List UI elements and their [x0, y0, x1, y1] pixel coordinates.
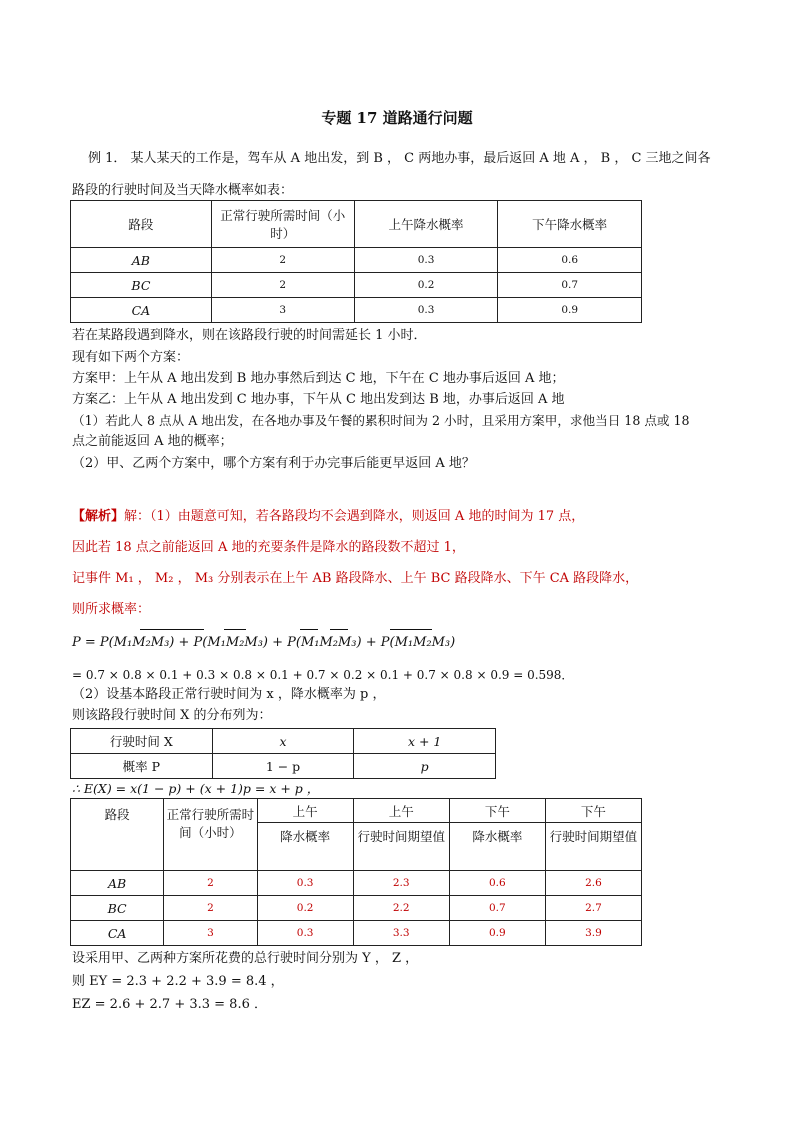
problem-line-2: 路段的行驶时间及当天降水概率如表： — [72, 183, 294, 198]
dist-cell: x — [212, 729, 354, 754]
table3-cell: 0.2 — [257, 896, 353, 921]
table3-cell: 3 — [164, 921, 257, 946]
table1-cell: 0.9 — [498, 298, 642, 323]
problem-line-4: 现有如下两个方案： — [72, 350, 190, 365]
dist-cell: p — [354, 754, 496, 779]
solution-line-1 — [72, 508, 584, 526]
table3-header-time: 正常行驶所需时间（小时） — [164, 799, 257, 871]
table3-subheader: 降水概率 — [257, 823, 353, 871]
table3-cell: 3.9 — [545, 921, 641, 946]
formula-probability: P = P(M₁M₂M₃) + P(M₁M₂M₃) + P(M₁M₂M₃) + P(M₁M₂M₃) — [72, 635, 456, 650]
table3-cell: 2 — [164, 896, 257, 921]
table1-cell: 0.3 — [354, 248, 498, 273]
table1-header-am: 上午降水概率 — [354, 201, 498, 248]
dist-cell: 1 − p — [212, 754, 354, 779]
table1-cell: 0.2 — [354, 273, 498, 298]
problem-line-6: 方案乙：上午从 A 地出发到 C 地办事，下午从 C 地出发到达 B 地，办事后返回 A 地 — [72, 392, 565, 407]
table3-cell: 0.9 — [449, 921, 545, 946]
table3-cell: 0.7 — [449, 896, 545, 921]
table3-cell: 3.3 — [353, 921, 449, 946]
overline-mark — [224, 629, 246, 630]
overline-mark — [390, 629, 432, 630]
table3-cell: 2 — [164, 871, 257, 896]
table3-cell: 0.3 — [257, 921, 353, 946]
solution-line-6: 则该路段行驶时间 X 的分布列为： — [72, 708, 272, 723]
expectation-formula: ∴ E(X) = x(1 − p) + (x + 1)p = x + p ， — [72, 781, 320, 796]
expectation-table — [70, 798, 642, 946]
table3-cell: 2.2 — [353, 896, 449, 921]
table3-cell: 0.6 — [449, 871, 545, 896]
table3-subheader: 行驶时间期望值 — [353, 823, 449, 871]
overline-mark — [140, 629, 204, 630]
solution-line-2: 因此若 18 点之前能返回 A 地的充要条件是降水的路段数不超过 1， — [72, 540, 465, 555]
distribution-table — [70, 728, 496, 779]
table1-header-pm: 下午降水概率 — [498, 201, 642, 248]
table3-cell: 2.6 — [545, 871, 641, 896]
overline-mark — [330, 629, 348, 630]
table1-cell: 0.7 — [498, 273, 642, 298]
table1-cell: AB — [71, 248, 212, 273]
formula-calculation: = 0.7 × 0.8 × 0.1 + 0.3 × 0.8 × 0.1 + 0.7 × 0.2 × 0.1 + 0.7 × 0.8 × 0.9 = 0.598． — [72, 668, 574, 682]
problem-line-9: （2）甲、乙两个方案中，哪个方案有利于办完事后能更早返回 A 地？ — [72, 456, 475, 471]
table3-cell: 2.3 — [353, 871, 449, 896]
overline-mark — [300, 629, 318, 630]
table3-cell: BC — [71, 896, 164, 921]
table3-header-am-2: 上午 — [353, 799, 449, 823]
solution-line-8: 则 EY = 2.3 + 2.2 + 3.9 = 8.4 ， — [72, 974, 284, 989]
table1-cell: 3 — [211, 298, 354, 323]
dist-cell: 概率 P — [71, 754, 213, 779]
table3-subheader: 行驶时间期望值 — [545, 823, 641, 871]
table3-cell: 2.7 — [545, 896, 641, 921]
table3-header-am: 上午 — [257, 799, 353, 823]
table1-cell: 2 — [211, 248, 354, 273]
table1-cell: BC — [71, 273, 212, 298]
table1-cell: CA — [71, 298, 212, 323]
problem-line-5: 方案甲：上午从 A 地出发到 B 地办事然后到达 C 地，下午在 C 地办事后返回 A 地； — [72, 371, 565, 386]
table3-cell: AB — [71, 871, 164, 896]
solution-line-4: 则所求概率： — [72, 602, 151, 617]
problem-line-8: 点之前能返回 A 地的概率； — [72, 434, 233, 449]
solution-line-7: 设采用甲、乙两种方案所花费的总行驶时间分别为 Y ， Z ， — [72, 951, 419, 966]
table1-cell: 0.3 — [354, 298, 498, 323]
table1-header-road: 路段 — [71, 201, 212, 248]
table1-cell: 0.6 — [498, 248, 642, 273]
table3-header-pm-2: 下午 — [545, 799, 641, 823]
table3-cell: 0.3 — [257, 871, 353, 896]
solution-line-3: 记事件 M₁ ， M₂ ， M₃ 分别表示在上午 AB 路段降水、上午 BC 路段降水、下午 CA 路段降水， — [72, 571, 639, 586]
table3-subheader: 降水概率 — [449, 823, 545, 871]
table3-header-road: 路段 — [71, 799, 164, 871]
solution-line-5: （2）设基本路段正常行驶时间为 x ，降水概率为 p ， — [72, 687, 386, 702]
table3-cell: CA — [71, 921, 164, 946]
dist-cell: 行驶时间 X — [71, 729, 213, 754]
problem-line-3: 若在某路段遇到降水，则在该路段行驶的时间需延长 1 小时． — [72, 328, 427, 343]
page-title: 专题 17 道路通行问题 — [321, 109, 473, 127]
dist-cell: x + 1 — [354, 729, 496, 754]
table3-header-pm: 下午 — [449, 799, 545, 823]
solution-text: 解：（1）由题意可知，若各路段均不会遇到降水，则返回 A 地的时间为 17 点， — [124, 509, 585, 524]
solution-label: 【解析】 — [72, 509, 125, 524]
problem-line-7: （1）若此人 8 点从 A 地出发，在各地办事及午餐的累积时间为 2 小时，且采用方案甲，求他当日 18 点或 18 — [72, 413, 690, 428]
table1-cell: 2 — [211, 273, 354, 298]
solution-line-9: EZ = 2.6 + 2.7 + 3.3 = 8.6 ． — [72, 997, 267, 1012]
travel-time-table — [70, 200, 642, 323]
problem-line-1: 例 1． 某人某天的工作是，驾车从 A 地出发，到 B ， C 两地办事，最后返回 A 地 A ， B ， C 三地之间各 — [88, 151, 711, 166]
table1-header-time: 正常行驶所需时间（小时） — [211, 201, 354, 248]
